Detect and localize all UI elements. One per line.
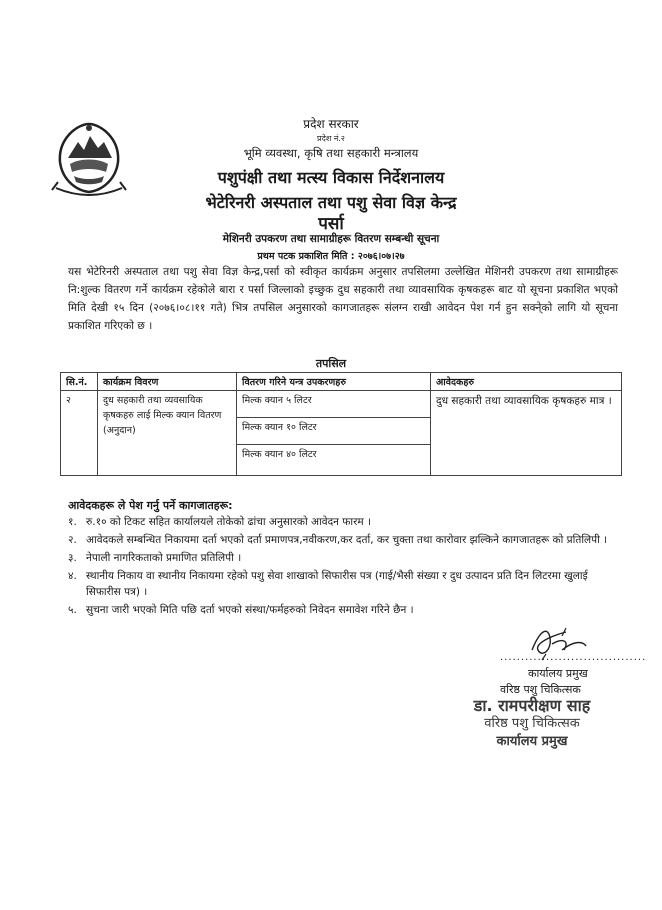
cell-applicants: दुध सहकारी तथा व्यावसायिक कृषकहरु मात्र । (431, 391, 622, 476)
schedule-title: तपसिल (315, 357, 347, 370)
item-number: १. (68, 516, 77, 528)
notice-title: मेशिनरी उपकरण तथा सामाग्रीहरू वितरण सम्बन्धी सूचना (222, 233, 440, 245)
list-item (68, 550, 623, 566)
official-stamp (432, 697, 632, 751)
stamp-name: डा. रामपरीक्षण साह (473, 696, 591, 715)
designation-label: वरिष्ठ पशु चिकित्सक (500, 683, 581, 696)
item-text: रु.१० को टिकट सहित कार्यालयले तोकेको ढांचा अनुसारको आवेदन फारम । (86, 516, 372, 528)
table-row (61, 391, 622, 418)
stamp-designation: वरिष्ठ पशु चिकित्सक (484, 716, 580, 731)
office-chief-label: कार्यालय प्रमुख (528, 667, 588, 680)
hospital-name: भेटेरिनरी अस्पताल तथा पशु सेवा विज्ञ केन्द्र (205, 193, 457, 212)
stamp-office: कार्यालय प्रमुख (496, 734, 568, 749)
header-items: वितरण गरिने यन्त्र उपकरणहरु (237, 373, 431, 391)
header-applicants: आवेदकहरु (431, 373, 622, 391)
item-number: ४. (68, 570, 77, 582)
cell-item-3: मिल्क क्यान ४० लिटर (237, 445, 431, 476)
item-number: २. (68, 534, 77, 546)
ministry-name: भूमि व्यवस्था, कृषि तथा सहकारी मन्त्रालय (243, 146, 419, 160)
list-item (68, 532, 623, 548)
district-name: पर्सा (318, 214, 344, 234)
cell-item-2: मिल्क क्यान १० लिटर (237, 418, 431, 445)
item-number: ५. (68, 604, 77, 616)
directorate-name: पशुपंक्षी तथा मत्स्य विकास निर्देशनालय (217, 168, 445, 187)
cell-serial: २ (61, 391, 98, 476)
requirements-list (68, 514, 623, 620)
notice-paragraph: यस भेटेरिनरी अस्पताल तथा पशु सेवा विज्ञ केन्द्र,पर्सा को स्वीकृत कार्यक्रम अनुसार तपसिलमा उल्लेखित मेशिनरी उपकरण तथा सामाग्रीहरू नि:शुल्क वितरण गर्ने कार्यक्रम रहेकोले बारा र पर्सा जिल्लाको इच्छुक दुध सहकारी तथा व्यावसायिक कृषकहरू बाट यो सूचना प्रकाशित भएको मिति देखी १५ दिन (२०७६।०८।११ गते) भित्र तपसिल अनुसारको कागजातहरू संलग्न राखी आवेदन पेश गर्न हुन सक्ने्को लागि यो सूचना प्रकाशित गरिएको छ । (68, 266, 618, 332)
cell-program: दुध सहकारी तथा व्यवसायिक कृषकहरु लाई मिल्क क्यान वितरण (अनुदान) (98, 391, 237, 476)
list-item (68, 602, 623, 618)
item-number: ३. (68, 552, 77, 564)
requirements-heading: आवेदकहरू ले पेश गर्नु पर्ने कागजातहरू: (68, 499, 233, 512)
header-serial: सि.नं. (61, 373, 98, 391)
list-item (68, 514, 623, 530)
item-text: आवेदकले सम्बन्धित निकायमा दर्ता भएको दर्ता प्रमाणपत्र,नवीकरण,कर दर्ता, कर चुक्ता तथा कारोवार झल्किने कागजातहरू को प्रतिलिपी । (86, 534, 608, 546)
item-text: सुचना जारी भएको मिति पछि दर्ता भएको संस्था/फर्महरुको निवेदन समावेश गरिने छैन । (86, 604, 414, 616)
government-label: प्रदेश सरकार (303, 117, 359, 131)
signature-line: ................................... (500, 652, 647, 663)
table-header-row (61, 373, 622, 391)
item-text: नेपाली नागरिकताको प्रमाणित प्रतिलिपी । (86, 552, 242, 564)
published-date: प्रथम पटक प्रकाशित मिति : २०७६।०७।२७ (257, 251, 405, 262)
schedule-table (60, 372, 622, 476)
item-text: स्थानीय निकाय वा स्थानीय निकायमा रहेको पशु सेवा शाखाको सिफारीस पत्र (गाई/भैसी संख्या र दुध उत्पादन प्रति दिन लिटरमा खुलाई सिफारीस पत्र) । (86, 570, 588, 598)
cell-item-1: मिल्क क्यान ५ लिटर (237, 391, 431, 418)
header-program: कार्यक्रम विवरण (98, 373, 237, 391)
province-label: प्रदेश नं.२ (317, 134, 345, 143)
list-item (68, 568, 623, 600)
